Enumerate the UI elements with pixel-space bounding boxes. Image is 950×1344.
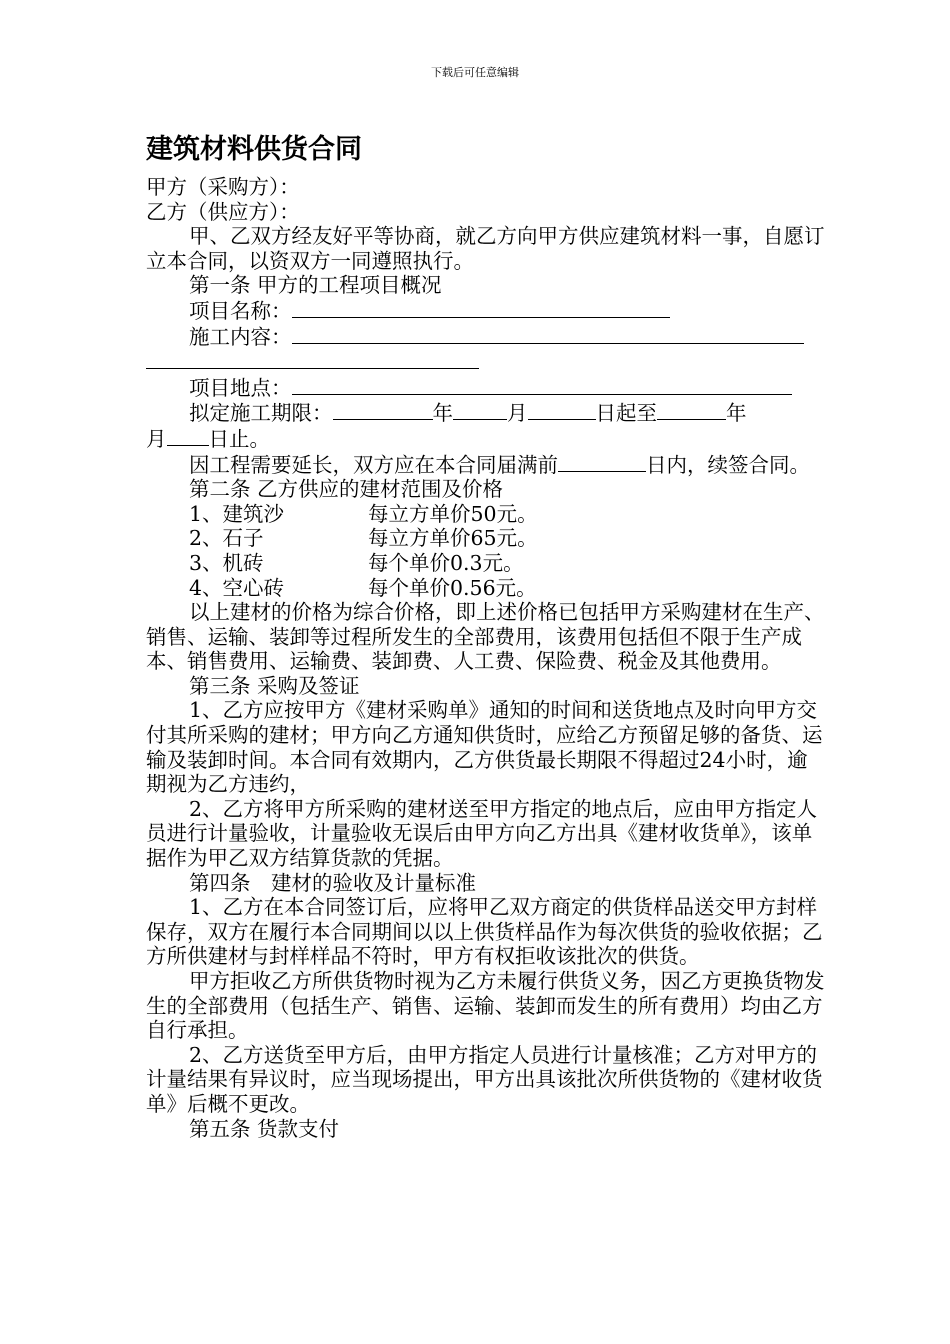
contract-body xyxy=(146,175,826,1141)
construction-content-blank[interactable] xyxy=(292,324,804,344)
price-item-4 xyxy=(146,576,826,601)
project-location-line xyxy=(146,375,826,401)
party-b-line: 乙方（供应方）： xyxy=(146,199,300,224)
article3-heading: 第三条 采购及签证 xyxy=(189,673,360,698)
price-item-name: 2、石子 xyxy=(189,526,264,551)
price-item-2 xyxy=(146,526,826,551)
construction-period-line xyxy=(146,400,826,426)
preamble-paragraph: 甲、乙双方经友好平等协商，就乙方向甲方供应建筑材料一事，自愿订立本合同，以资双方一同遵照执行。 xyxy=(146,224,825,273)
article4-paragraph-2: 甲方拒收乙方所供货物时视为乙方未履行供货义务，因乙方更换货物发生的全部费用（包括生产、销售、运输、装卸而发生的所有费用）均由乙方自行承担。 xyxy=(146,969,825,1043)
price-item-3 xyxy=(146,551,826,576)
construction-period-continuation xyxy=(146,426,826,452)
project-name-label: 项目名称： xyxy=(189,298,292,323)
end-year-label: 年 xyxy=(726,401,747,426)
price-item-name: 4、空心砖 xyxy=(189,575,285,600)
construction-content-label: 施工内容： xyxy=(189,324,292,349)
party-a-line: 甲方（采购方）： xyxy=(146,175,300,199)
document-title: 建筑材料供货合同 xyxy=(146,134,362,165)
article2-heading: 第二条 乙方供应的建材范围及价格 xyxy=(189,477,504,502)
project-location-blank[interactable] xyxy=(292,375,792,395)
extension-text-b: 日内，续签合同。 xyxy=(646,452,810,477)
project-name-blank[interactable] xyxy=(292,298,670,318)
start-month-blank[interactable] xyxy=(453,400,507,420)
article5-heading: 第五条 货款支付 xyxy=(189,1116,340,1141)
construction-content-blank-2[interactable] xyxy=(146,349,479,369)
header-note: 下载后可任意编辑 xyxy=(431,66,519,79)
project-location-label: 项目地点： xyxy=(189,375,292,400)
article3-paragraph-2: 2、乙方将甲方所采购的建材送至甲方指定的地点后，应由甲方指定人员进行计量验收，计量验收无误后由甲方向乙方出具《建材收货单》，该单据作为甲乙双方结算货款的凭据。 xyxy=(146,796,818,871)
project-name-line xyxy=(146,298,826,324)
article4-paragraph-3: 2、乙方送货至甲方后，由甲方指定人员进行计量核准；乙方对甲方的计量结果有异议时，应当现场提出，甲方出具该批次所供货物的《建材收货单》后概不更改。 xyxy=(146,1042,823,1116)
price-item-price: 每个单价0.3元。 xyxy=(368,550,524,575)
article1-heading: 第一条 甲方的工程项目概况 xyxy=(189,273,442,298)
article4-heading: 第四条 建材的验收及计量标准 xyxy=(189,870,476,895)
article3-paragraph-1: 1、乙方应按甲方《建材采购单》通知的时间和送货地点及时向甲方交付其所采购的建材；甲方向乙方通知供货时，应给乙方预留足够的备货、运输及装卸时间。本合同有效期内，乙方供货最长期限不得超过24小时，逾期视为乙方违约， xyxy=(146,698,823,797)
day-end-label: 日止。 xyxy=(208,426,270,451)
end-month-label: 月 xyxy=(146,426,167,451)
price-item-price: 每立方单价50元。 xyxy=(368,501,538,526)
end-day-blank[interactable] xyxy=(167,426,209,446)
end-year-blank[interactable] xyxy=(657,400,726,420)
year-label: 年 xyxy=(432,401,453,426)
price-item-price: 每立方单价65元。 xyxy=(368,526,538,551)
price-item-name: 3、机砖 xyxy=(189,550,264,575)
extension-text-a: 因工程需要延长，双方应在本合同届满前 xyxy=(189,452,558,477)
construction-content-line xyxy=(146,324,826,350)
start-day-blank[interactable] xyxy=(528,400,596,420)
price-item-1 xyxy=(146,502,826,527)
extension-days-blank[interactable] xyxy=(558,452,646,472)
extension-paragraph xyxy=(146,452,826,478)
start-year-blank[interactable] xyxy=(333,400,433,420)
price-item-name: 1、建筑沙 xyxy=(189,501,285,526)
construction-content-continuation xyxy=(146,349,826,375)
price-note-paragraph: 以上建材的价格为综合价格，即上述价格已包括甲方采购建材在生产、销售、运输、装卸等过程所发生的全部费用，该费用包括但不限于生产成本、销售费用、运输费、装卸费、人工费、保险费、税金及其他费用。 xyxy=(146,600,825,674)
period-label: 拟定施工期限： xyxy=(189,401,333,426)
month-label: 月 xyxy=(507,401,528,426)
article4-paragraph-1: 1、乙方在本合同签订后，应将甲乙双方商定的供货样品送交甲方封样保存，双方在履行本合同期间以以上供货样品作为每次供货的验收依据；乙方所供建材与封样样品不符时，甲方有权拒收该批次的供货。 xyxy=(146,895,823,969)
price-item-price: 每个单价0.56元。 xyxy=(368,575,537,600)
day-from-label: 日起至 xyxy=(595,401,657,426)
